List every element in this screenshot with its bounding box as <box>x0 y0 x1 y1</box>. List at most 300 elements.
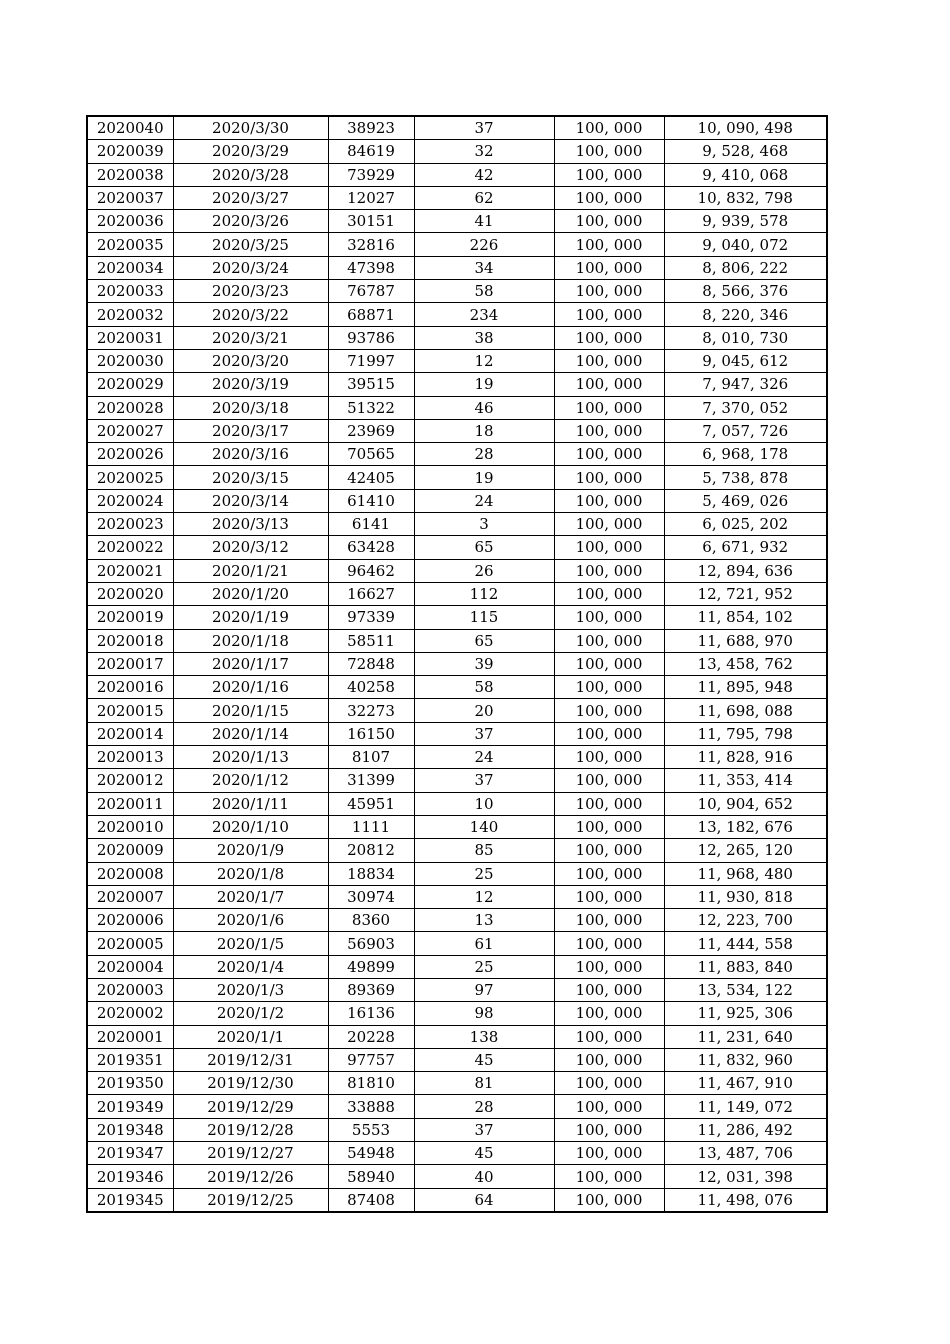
total-cell: 10, 090, 498 <box>664 116 827 140</box>
count-cell: 85 <box>414 839 554 862</box>
count-cell: 97 <box>414 978 554 1001</box>
issue-cell: 2020016 <box>87 676 173 699</box>
amount-cell: 100, 000 <box>554 233 664 256</box>
total-cell: 11, 353, 414 <box>664 769 827 792</box>
amount-cell: 100, 000 <box>554 815 664 838</box>
count-cell: 12 <box>414 885 554 908</box>
table-row <box>87 233 827 256</box>
count-cell: 45 <box>414 1142 554 1165</box>
amount-cell: 100, 000 <box>554 116 664 140</box>
amount-cell: 100, 000 <box>554 769 664 792</box>
table-row <box>87 163 827 186</box>
date-cell: 2020/1/21 <box>173 559 328 582</box>
amount-cell: 100, 000 <box>554 746 664 769</box>
date-cell: 2020/1/1 <box>173 1025 328 1048</box>
total-cell: 11, 930, 818 <box>664 885 827 908</box>
count-cell: 37 <box>414 1118 554 1141</box>
total-cell: 11, 444, 558 <box>664 932 827 955</box>
issue-cell: 2020001 <box>87 1025 173 1048</box>
count-cell: 3 <box>414 513 554 536</box>
date-cell: 2020/1/16 <box>173 676 328 699</box>
count-cell: 115 <box>414 606 554 629</box>
date-cell: 2019/12/26 <box>173 1165 328 1188</box>
issue-cell: 2020032 <box>87 303 173 326</box>
count-cell: 98 <box>414 1002 554 1025</box>
issue-cell: 2020038 <box>87 163 173 186</box>
amount-cell: 100, 000 <box>554 419 664 442</box>
count-cell: 40 <box>414 1165 554 1188</box>
total-cell: 8, 806, 222 <box>664 256 827 279</box>
issue-cell: 2020021 <box>87 559 173 582</box>
amount-cell: 100, 000 <box>554 582 664 605</box>
total-cell: 12, 223, 700 <box>664 909 827 932</box>
count-cell: 138 <box>414 1025 554 1048</box>
date-cell: 2020/1/10 <box>173 815 328 838</box>
table-row <box>87 839 827 862</box>
count-cell: 37 <box>414 769 554 792</box>
date-cell: 2020/1/6 <box>173 909 328 932</box>
number-cell: 81810 <box>328 1072 414 1095</box>
number-cell: 76787 <box>328 280 414 303</box>
total-cell: 11, 854, 102 <box>664 606 827 629</box>
count-cell: 37 <box>414 722 554 745</box>
number-cell: 97757 <box>328 1048 414 1071</box>
date-cell: 2020/1/12 <box>173 769 328 792</box>
amount-cell: 100, 000 <box>554 303 664 326</box>
total-cell: 13, 534, 122 <box>664 978 827 1001</box>
total-cell: 5, 738, 878 <box>664 466 827 489</box>
issue-cell: 2020008 <box>87 862 173 885</box>
amount-cell: 100, 000 <box>554 606 664 629</box>
table-row <box>87 746 827 769</box>
total-cell: 7, 057, 726 <box>664 419 827 442</box>
table-body <box>87 116 827 1212</box>
count-cell: 42 <box>414 163 554 186</box>
amount-cell: 100, 000 <box>554 676 664 699</box>
total-cell: 12, 031, 398 <box>664 1165 827 1188</box>
number-cell: 56903 <box>328 932 414 955</box>
date-cell: 2020/3/22 <box>173 303 328 326</box>
table-row <box>87 256 827 279</box>
table-row <box>87 1095 827 1118</box>
issue-cell: 2020009 <box>87 839 173 862</box>
amount-cell: 100, 000 <box>554 396 664 419</box>
issue-cell: 2019345 <box>87 1188 173 1212</box>
total-cell: 12, 265, 120 <box>664 839 827 862</box>
amount-cell: 100, 000 <box>554 373 664 396</box>
amount-cell: 100, 000 <box>554 1072 664 1095</box>
number-cell: 8360 <box>328 909 414 932</box>
date-cell: 2020/3/28 <box>173 163 328 186</box>
count-cell: 234 <box>414 303 554 326</box>
count-cell: 20 <box>414 699 554 722</box>
table-row <box>87 186 827 209</box>
date-cell: 2020/3/17 <box>173 419 328 442</box>
count-cell: 112 <box>414 582 554 605</box>
date-cell: 2020/1/5 <box>173 932 328 955</box>
issue-cell: 2020036 <box>87 210 173 233</box>
table-row <box>87 1118 827 1141</box>
number-cell: 96462 <box>328 559 414 582</box>
total-cell: 13, 458, 762 <box>664 652 827 675</box>
total-cell: 11, 795, 798 <box>664 722 827 745</box>
count-cell: 13 <box>414 909 554 932</box>
issue-cell: 2020029 <box>87 373 173 396</box>
count-cell: 64 <box>414 1188 554 1212</box>
amount-cell: 100, 000 <box>554 885 664 908</box>
issue-cell: 2020034 <box>87 256 173 279</box>
date-cell: 2020/1/13 <box>173 746 328 769</box>
table-row <box>87 1002 827 1025</box>
count-cell: 26 <box>414 559 554 582</box>
issue-cell: 2020033 <box>87 280 173 303</box>
date-cell: 2020/3/19 <box>173 373 328 396</box>
table-row <box>87 116 827 140</box>
amount-cell: 100, 000 <box>554 792 664 815</box>
date-cell: 2020/3/16 <box>173 443 328 466</box>
amount-cell: 100, 000 <box>554 955 664 978</box>
number-cell: 20812 <box>328 839 414 862</box>
count-cell: 25 <box>414 862 554 885</box>
total-cell: 11, 698, 088 <box>664 699 827 722</box>
count-cell: 25 <box>414 955 554 978</box>
amount-cell: 100, 000 <box>554 699 664 722</box>
count-cell: 38 <box>414 326 554 349</box>
table-row <box>87 582 827 605</box>
date-cell: 2020/1/20 <box>173 582 328 605</box>
date-cell: 2020/1/4 <box>173 955 328 978</box>
date-cell: 2020/1/7 <box>173 885 328 908</box>
date-cell: 2019/12/25 <box>173 1188 328 1212</box>
issue-cell: 2020039 <box>87 140 173 163</box>
date-cell: 2019/12/31 <box>173 1048 328 1071</box>
amount-cell: 100, 000 <box>554 652 664 675</box>
amount-cell: 100, 000 <box>554 489 664 512</box>
table-row <box>87 909 827 932</box>
number-cell: 31399 <box>328 769 414 792</box>
count-cell: 65 <box>414 536 554 559</box>
table-row <box>87 862 827 885</box>
date-cell: 2020/1/14 <box>173 722 328 745</box>
date-cell: 2020/3/27 <box>173 186 328 209</box>
issue-cell: 2020020 <box>87 582 173 605</box>
date-cell: 2020/3/24 <box>173 256 328 279</box>
table-row <box>87 1048 827 1071</box>
number-cell: 84619 <box>328 140 414 163</box>
count-cell: 24 <box>414 489 554 512</box>
count-cell: 41 <box>414 210 554 233</box>
date-cell: 2020/1/2 <box>173 1002 328 1025</box>
issue-cell: 2019349 <box>87 1095 173 1118</box>
amount-cell: 100, 000 <box>554 349 664 372</box>
total-cell: 9, 040, 072 <box>664 233 827 256</box>
number-cell: 54948 <box>328 1142 414 1165</box>
total-cell: 11, 286, 492 <box>664 1118 827 1141</box>
issue-cell: 2020006 <box>87 909 173 932</box>
number-cell: 97339 <box>328 606 414 629</box>
date-cell: 2020/3/21 <box>173 326 328 349</box>
number-cell: 30151 <box>328 210 414 233</box>
amount-cell: 100, 000 <box>554 862 664 885</box>
number-cell: 73929 <box>328 163 414 186</box>
table-row <box>87 513 827 536</box>
issue-cell: 2020019 <box>87 606 173 629</box>
number-cell: 16627 <box>328 582 414 605</box>
amount-cell: 100, 000 <box>554 466 664 489</box>
total-cell: 5, 469, 026 <box>664 489 827 512</box>
date-cell: 2020/1/17 <box>173 652 328 675</box>
count-cell: 58 <box>414 280 554 303</box>
table-row <box>87 652 827 675</box>
amount-cell: 100, 000 <box>554 140 664 163</box>
issue-cell: 2019348 <box>87 1118 173 1141</box>
number-cell: 33888 <box>328 1095 414 1118</box>
issue-cell: 2020024 <box>87 489 173 512</box>
table-row <box>87 815 827 838</box>
count-cell: 28 <box>414 1095 554 1118</box>
total-cell: 11, 828, 916 <box>664 746 827 769</box>
issue-cell: 2019346 <box>87 1165 173 1188</box>
table-row <box>87 140 827 163</box>
total-cell: 8, 220, 346 <box>664 303 827 326</box>
issue-cell: 2019347 <box>87 1142 173 1165</box>
date-cell: 2020/3/25 <box>173 233 328 256</box>
date-cell: 2020/3/20 <box>173 349 328 372</box>
total-cell: 11, 925, 306 <box>664 1002 827 1025</box>
count-cell: 28 <box>414 443 554 466</box>
issue-cell: 2020002 <box>87 1002 173 1025</box>
table-row <box>87 396 827 419</box>
number-cell: 49899 <box>328 955 414 978</box>
amount-cell: 100, 000 <box>554 326 664 349</box>
amount-cell: 100, 000 <box>554 978 664 1001</box>
number-cell: 93786 <box>328 326 414 349</box>
number-cell: 38923 <box>328 116 414 140</box>
table-row <box>87 955 827 978</box>
total-cell: 9, 528, 468 <box>664 140 827 163</box>
date-cell: 2019/12/30 <box>173 1072 328 1095</box>
amount-cell: 100, 000 <box>554 1048 664 1071</box>
number-cell: 39515 <box>328 373 414 396</box>
data-table <box>86 115 828 1213</box>
number-cell: 72848 <box>328 652 414 675</box>
table-row <box>87 489 827 512</box>
amount-cell: 100, 000 <box>554 163 664 186</box>
total-cell: 6, 025, 202 <box>664 513 827 536</box>
issue-cell: 2020037 <box>87 186 173 209</box>
count-cell: 24 <box>414 746 554 769</box>
amount-cell: 100, 000 <box>554 1165 664 1188</box>
table-row <box>87 1142 827 1165</box>
total-cell: 8, 566, 376 <box>664 280 827 303</box>
total-cell: 11, 498, 076 <box>664 1188 827 1212</box>
number-cell: 89369 <box>328 978 414 1001</box>
date-cell: 2020/1/18 <box>173 629 328 652</box>
issue-cell: 2020005 <box>87 932 173 955</box>
date-cell: 2019/12/27 <box>173 1142 328 1165</box>
count-cell: 81 <box>414 1072 554 1095</box>
date-cell: 2020/3/13 <box>173 513 328 536</box>
count-cell: 19 <box>414 466 554 489</box>
count-cell: 10 <box>414 792 554 815</box>
amount-cell: 100, 000 <box>554 909 664 932</box>
date-cell: 2020/3/30 <box>173 116 328 140</box>
number-cell: 71997 <box>328 349 414 372</box>
amount-cell: 100, 000 <box>554 443 664 466</box>
number-cell: 47398 <box>328 256 414 279</box>
table-row <box>87 349 827 372</box>
amount-cell: 100, 000 <box>554 1188 664 1212</box>
amount-cell: 100, 000 <box>554 1095 664 1118</box>
count-cell: 58 <box>414 676 554 699</box>
count-cell: 46 <box>414 396 554 419</box>
date-cell: 2020/3/29 <box>173 140 328 163</box>
amount-cell: 100, 000 <box>554 1142 664 1165</box>
issue-cell: 2020017 <box>87 652 173 675</box>
date-cell: 2020/3/23 <box>173 280 328 303</box>
table-row <box>87 536 827 559</box>
number-cell: 40258 <box>328 676 414 699</box>
count-cell: 18 <box>414 419 554 442</box>
date-cell: 2019/12/29 <box>173 1095 328 1118</box>
table-row <box>87 373 827 396</box>
issue-cell: 2020010 <box>87 815 173 838</box>
number-cell: 58940 <box>328 1165 414 1188</box>
total-cell: 6, 671, 932 <box>664 536 827 559</box>
count-cell: 34 <box>414 256 554 279</box>
number-cell: 58511 <box>328 629 414 652</box>
issue-cell: 2020028 <box>87 396 173 419</box>
table-row <box>87 419 827 442</box>
issue-cell: 2020040 <box>87 116 173 140</box>
number-cell: 6141 <box>328 513 414 536</box>
amount-cell: 100, 000 <box>554 839 664 862</box>
count-cell: 12 <box>414 349 554 372</box>
total-cell: 7, 947, 326 <box>664 373 827 396</box>
issue-cell: 2020007 <box>87 885 173 908</box>
count-cell: 37 <box>414 116 554 140</box>
number-cell: 16136 <box>328 1002 414 1025</box>
number-cell: 68871 <box>328 303 414 326</box>
issue-cell: 2020018 <box>87 629 173 652</box>
number-cell: 87408 <box>328 1188 414 1212</box>
date-cell: 2020/3/26 <box>173 210 328 233</box>
amount-cell: 100, 000 <box>554 722 664 745</box>
amount-cell: 100, 000 <box>554 1002 664 1025</box>
amount-cell: 100, 000 <box>554 186 664 209</box>
date-cell: 2020/1/9 <box>173 839 328 862</box>
issue-cell: 2020035 <box>87 233 173 256</box>
issue-cell: 2020023 <box>87 513 173 536</box>
issue-cell: 2020031 <box>87 326 173 349</box>
date-cell: 2020/3/18 <box>173 396 328 419</box>
count-cell: 226 <box>414 233 554 256</box>
total-cell: 11, 832, 960 <box>664 1048 827 1071</box>
table-row <box>87 629 827 652</box>
total-cell: 9, 410, 068 <box>664 163 827 186</box>
total-cell: 11, 968, 480 <box>664 862 827 885</box>
amount-cell: 100, 000 <box>554 1025 664 1048</box>
count-cell: 61 <box>414 932 554 955</box>
count-cell: 62 <box>414 186 554 209</box>
table-row <box>87 885 827 908</box>
total-cell: 8, 010, 730 <box>664 326 827 349</box>
amount-cell: 100, 000 <box>554 629 664 652</box>
number-cell: 45951 <box>328 792 414 815</box>
amount-cell: 100, 000 <box>554 559 664 582</box>
number-cell: 42405 <box>328 466 414 489</box>
table-row <box>87 326 827 349</box>
issue-cell: 2019350 <box>87 1072 173 1095</box>
total-cell: 13, 487, 706 <box>664 1142 827 1165</box>
table-row <box>87 792 827 815</box>
table-row <box>87 978 827 1001</box>
table-row <box>87 1025 827 1048</box>
total-cell: 9, 045, 612 <box>664 349 827 372</box>
table-row <box>87 443 827 466</box>
total-cell: 11, 883, 840 <box>664 955 827 978</box>
table-row <box>87 769 827 792</box>
table-row <box>87 699 827 722</box>
issue-cell: 2020012 <box>87 769 173 792</box>
amount-cell: 100, 000 <box>554 536 664 559</box>
amount-cell: 100, 000 <box>554 1118 664 1141</box>
number-cell: 20228 <box>328 1025 414 1048</box>
issue-cell: 2020014 <box>87 722 173 745</box>
number-cell: 32273 <box>328 699 414 722</box>
number-cell: 8107 <box>328 746 414 769</box>
count-cell: 32 <box>414 140 554 163</box>
number-cell: 30974 <box>328 885 414 908</box>
number-cell: 1111 <box>328 815 414 838</box>
table-row <box>87 210 827 233</box>
date-cell: 2020/1/3 <box>173 978 328 1001</box>
issue-cell: 2020011 <box>87 792 173 815</box>
number-cell: 51322 <box>328 396 414 419</box>
total-cell: 11, 149, 072 <box>664 1095 827 1118</box>
total-cell: 12, 721, 952 <box>664 582 827 605</box>
date-cell: 2020/1/8 <box>173 862 328 885</box>
number-cell: 63428 <box>328 536 414 559</box>
table-row <box>87 606 827 629</box>
issue-cell: 2019351 <box>87 1048 173 1071</box>
issue-cell: 2020022 <box>87 536 173 559</box>
table-row <box>87 1165 827 1188</box>
date-cell: 2020/1/15 <box>173 699 328 722</box>
date-cell: 2020/1/19 <box>173 606 328 629</box>
date-cell: 2020/1/11 <box>173 792 328 815</box>
date-cell: 2020/3/15 <box>173 466 328 489</box>
amount-cell: 100, 000 <box>554 932 664 955</box>
issue-cell: 2020004 <box>87 955 173 978</box>
number-cell: 18834 <box>328 862 414 885</box>
count-cell: 45 <box>414 1048 554 1071</box>
number-cell: 23969 <box>328 419 414 442</box>
count-cell: 39 <box>414 652 554 675</box>
issue-cell: 2020025 <box>87 466 173 489</box>
issue-cell: 2020015 <box>87 699 173 722</box>
date-cell: 2019/12/28 <box>173 1118 328 1141</box>
total-cell: 10, 904, 652 <box>664 792 827 815</box>
total-cell: 11, 231, 640 <box>664 1025 827 1048</box>
number-cell: 32816 <box>328 233 414 256</box>
total-cell: 10, 832, 798 <box>664 186 827 209</box>
total-cell: 11, 467, 910 <box>664 1072 827 1095</box>
number-cell: 70565 <box>328 443 414 466</box>
table-row <box>87 466 827 489</box>
date-cell: 2020/3/14 <box>173 489 328 512</box>
number-cell: 5553 <box>328 1118 414 1141</box>
